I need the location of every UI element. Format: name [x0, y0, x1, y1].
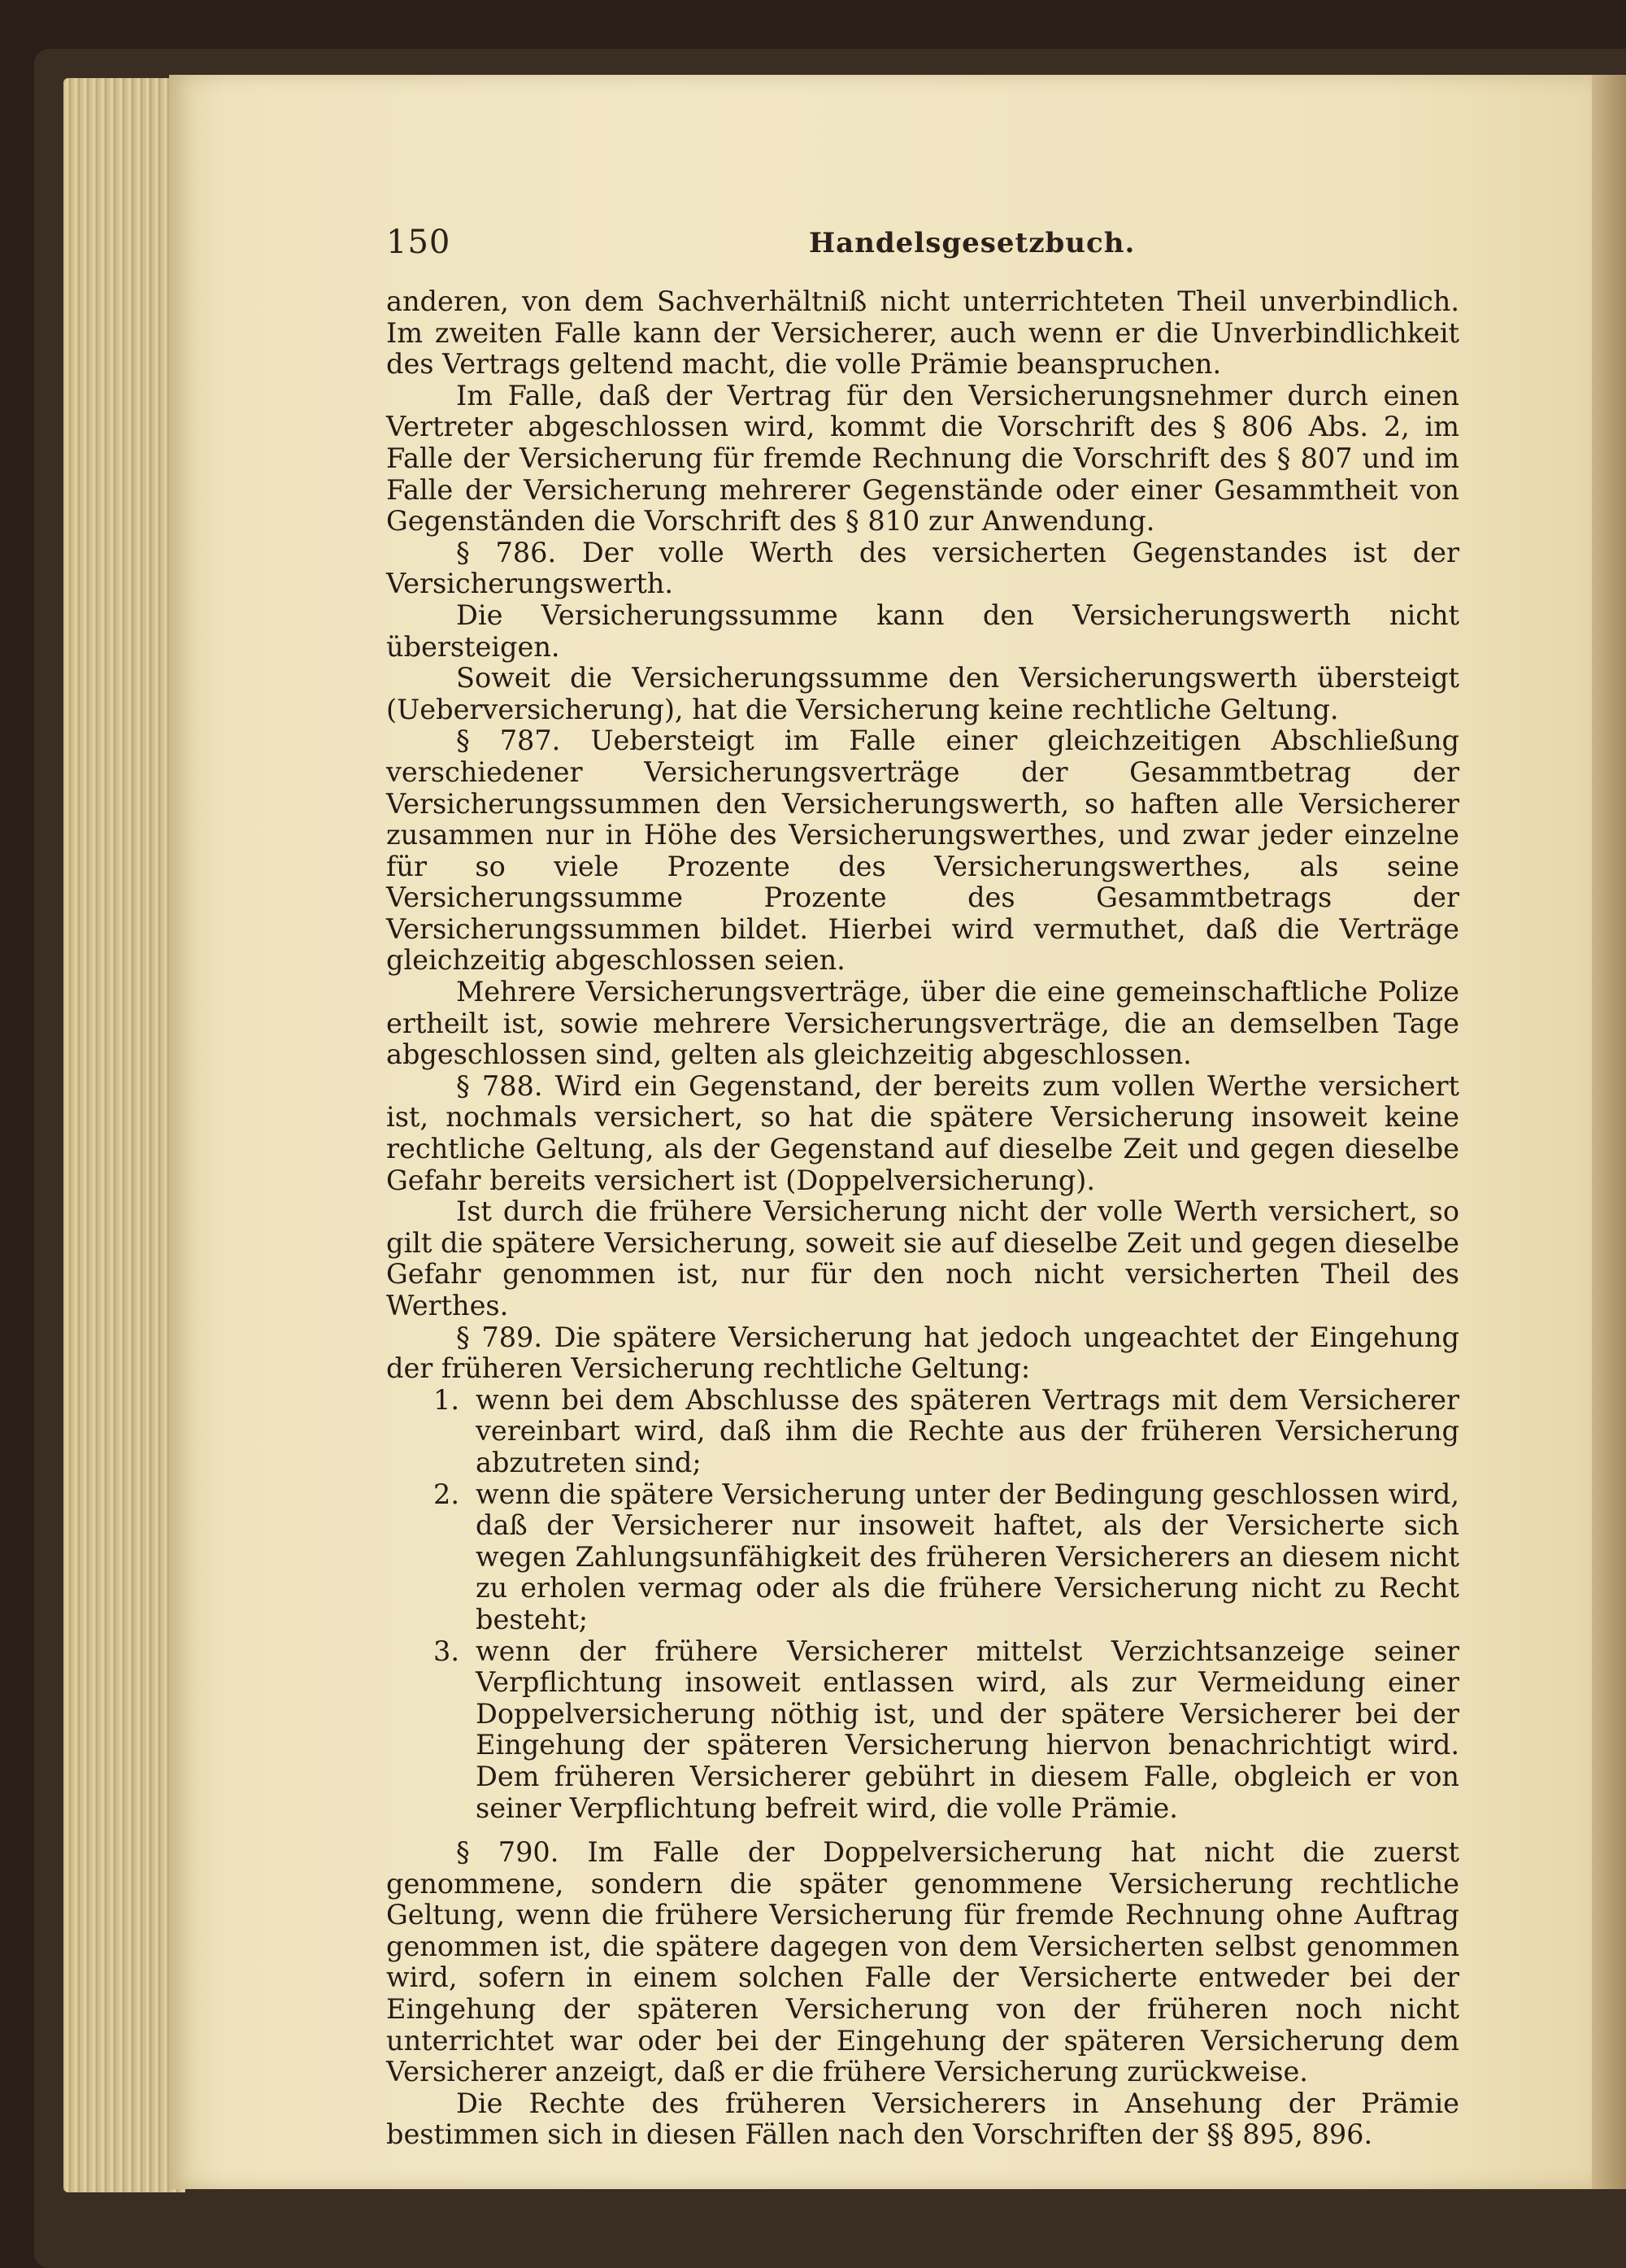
paragraph: anderen, von dem Sachverhältniß nicht unterrichteten Theil unverbindlich. Im zweiten Falle kann der Versicherer, auch wenn er die Unverbindlichkeit des Vertrags geltend macht, die volle Prämie beanspruchen. [386, 285, 1459, 381]
running-title: Handelsgesetzbuch. [809, 227, 1136, 259]
list-item-text: wenn der frühere Versicherer mittelst Verzichtsanzeige seiner Verpflichtung insoweit entlassen wird, als zur Vermeidung einer Doppelversicherung nöthig ist, und der spätere Versicherer bei der Eingehung der späteren Versicherung hiervon benachrichtigt wird. Dem früheren Versicherer gebührt in diesem Falle, obgleich er von seiner Verpflichtung befreit wird, die volle Prämie. [476, 1635, 1459, 1824]
list-item [386, 1479, 1459, 1636]
list-item-text: wenn bei dem Abschlusse des späteren Vertrags mit dem Versicherer vereinbart wird, daß ihm die Rechte aus der früheren Versicherung abzutreten sind; [476, 1383, 1459, 1478]
paragraph-section-788: § 788. Wird ein Gegenstand, der bereits zum vollen Werthe versichert ist, nochmals versichert, so hat die spätere Versicherung insoweit keine rechtliche Geltung, als der Gegenstand auf dieselbe Zeit und gegen dieselbe Gefahr bereits versichert ist (Doppelversicherung). [386, 1069, 1459, 1196]
list-item-number: 2. [433, 1478, 459, 1510]
numbered-list [386, 1385, 1459, 1824]
page-header [386, 224, 1476, 272]
paragraph: Mehrere Versicherungsverträge, über die eine gemeinschaftliche Polize ertheilt ist, sowie mehrere Versicherungsverträge, die an demselben Tage abgeschlossen sind, gelten als gleichzeitig abgeschlossen. [386, 976, 1459, 1071]
paragraph-section-786: § 786. Der volle Werth des versicherten Gegenstandes ist der Versicherungswerth. [386, 536, 1459, 600]
paragraph: Soweit die Versicherungssumme den Versicherungswerth übersteigt (Ueberversicherung), hat die Versicherung keine rechtliche Geltung. [386, 662, 1459, 725]
body-text [386, 286, 1459, 2151]
list-item [386, 1636, 1459, 1825]
facing-page-edge [1592, 75, 1626, 2189]
paragraph-section-790: § 790. Im Falle der Doppelversicherung hat nicht die zuerst genommene, sondern die später genommene Versicherung rechtliche Geltung, wenn die frühere Versicherung für fremde Rechnung ohne Auftrag genommen ist, die spätere dagegen von dem Versicherten selbst genommen wird, sofern in einem solchen Falle der Versicherte entweder bei der Eingehung der späteren Versicherung von der früheren noch nicht unterrichtet war oder bei der Eingehung der späteren Versicherung dem Versicherer anzeigt, daß er die frühere Versicherung zurückweise. [386, 1836, 1459, 2088]
paragraph: Die Rechte des früheren Versicherers in Ansehung der Prämie bestimmen sich in diesen Fällen nach den Vorschriften der §§ 895, 896. [386, 2087, 1459, 2151]
list-item-text: wenn die spätere Versicherung unter der Bedingung geschlossen wird, daß der Versicherer nur insoweit haftet, als der Versicherte sich wegen Zahlungsunfähigkeit des früheren Versicherers an diesem nicht zu erholen vermag oder als die frühere Versicherung nicht zu Recht besteht; [476, 1478, 1459, 1635]
list-item-number: 1. [433, 1383, 459, 1416]
paragraph: Die Versicherungssumme kann den Versicherungswerth nicht übersteigen. [386, 599, 1459, 663]
paragraph: Im Falle, daß der Vertrag für den Versicherungsnehmer durch einen Vertreter abgeschlossen wird, kommt die Vorschrift des § 806 Abs. 2, im Falle der Versicherung für fremde Rechnung die Vorschrift des § 807 und im Falle der Versicherung mehrerer Gegenstände oder einer Gesammtheit von Gegenständen die Vorschrift des § 810 zur Anwendung. [386, 379, 1459, 538]
list-item [386, 1385, 1459, 1479]
paragraph-section-787: § 787. Uebersteigt im Falle einer gleichzeitigen Abschließung verschiedener Versicherungsverträge der Gesammtbetrag der Versicherungssummen den Versicherungswerth, so haften alle Versicherer zusammen nur in Höhe des Versicherungswerthes, und zwar jeder einzelne für so viele Prozente des Versicherungswerthes, als seine Versicherungssumme Prozente des Gesammtbetrags der Versicherungssummen bildet. Hierbei wird vermuthet, daß die Verträge gleichzeitig abgeschlossen seien. [386, 725, 1459, 977]
paragraph: Ist durch die frühere Versicherung nicht der volle Werth versichert, so gilt die spätere Versicherung, soweit sie auf dieselbe Zeit und gegen dieselbe Gefahr genommen ist, nur für den noch nicht versicherten Theil des Werthes. [386, 1195, 1459, 1321]
list-item-number: 3. [433, 1635, 459, 1667]
page-edges [63, 78, 185, 2192]
page-number: 150 [386, 224, 451, 261]
paragraph-section-789: § 789. Die spätere Versicherung hat jedoch ungeachtet der Eingehung der früheren Versicherung rechtliche Geltung: [386, 1321, 1459, 1385]
